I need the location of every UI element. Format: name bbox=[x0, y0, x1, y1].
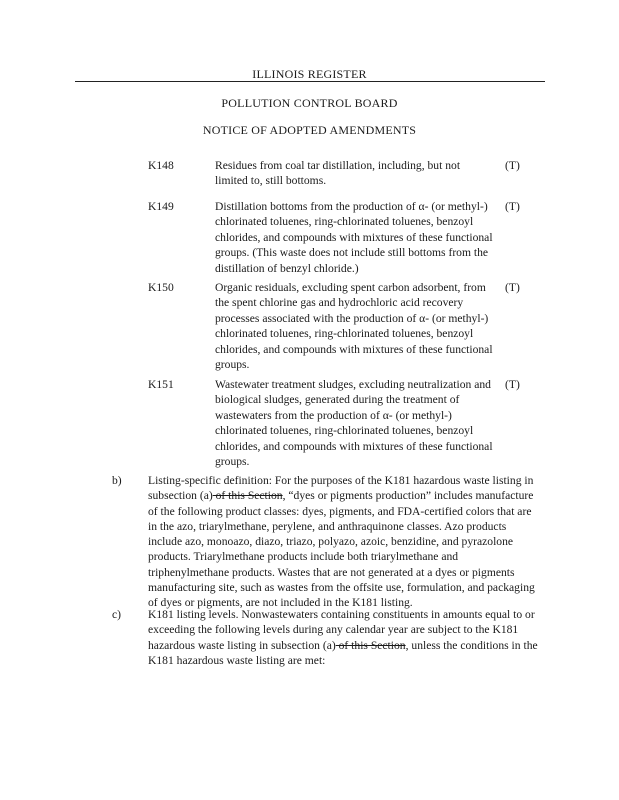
waste-description: Distillation bottoms from the production of α- (or methyl-) chlorinated toluenes, ring-chlorinated toluenes, benzoyl chlorides, and compounds with mixtures of these functional groups. (This waste does not include still bottoms from the distillation of benzyl chloride.) bbox=[215, 200, 493, 275]
hazard-code: (T) bbox=[505, 281, 520, 294]
waste-description: Organic residuals, excluding spent carbon adsorbent, from the spent chlorine gas and hydrochloric acid recovery processes associated with the production of α- (or methyl-) chlorinated toluenes, ring-chlorinated toluenes, benzoyl chlorides, and compounds with mixtures of these functional groups. bbox=[215, 281, 493, 372]
text-run: Listing-specific definition: For the purposes of the K181 hazardous waste listing in subsection (a) bbox=[148, 474, 534, 503]
subsection-text bbox=[148, 473, 540, 611]
board-title: POLLUTION CONTROL BOARD bbox=[221, 96, 398, 110]
struck-text: of this Section bbox=[212, 489, 283, 503]
hazard-code: (T) bbox=[505, 200, 520, 213]
waste-code: K151 bbox=[148, 378, 174, 391]
subsection-label: b) bbox=[112, 474, 122, 487]
waste-code: K149 bbox=[148, 200, 174, 213]
waste-description: Wastewater treatment sludges, excluding neutralization and biological sludges, generated during the treatment of wastewaters from the production of α- (or methyl-) chlorinated toluenes, ring-chlorinated toluenes, benzoyl chlorides, and compounds with mixtures of these functional groups. bbox=[215, 378, 493, 469]
header-rule bbox=[75, 81, 545, 82]
register-title: ILLINOIS REGISTER bbox=[252, 67, 367, 81]
hazard-code: (T) bbox=[505, 378, 520, 391]
text-run: , “dyes or pigments production” includes manufacture of the following product classes: dyes, pigments, and FDA-certified colors that are in the azo, triarylmethane, perylene, and anthraquinone classes. Azo products include azo, monoazo, diazo, triazo, polyazo, azoic, benzidine, and pyrazolone products. Triarylmethane products include both triarylmethane and triphenylmethane products. Wastes that are not generated at a dyes or pigments manufacturing site, such as wastes from the offsite use, formulation, and packaging of dyes or pigments, are not included in the K181 listing. bbox=[148, 489, 535, 610]
text-run: K181 listing levels. Nonwastewaters containing constituents in amounts equal to or exceeding the following levels during any calendar year are subject to the K181 hazardous waste listing in subsection (a) bbox=[148, 608, 535, 652]
waste-code: K150 bbox=[148, 281, 174, 294]
subsection-label: c) bbox=[112, 608, 122, 621]
hazard-code: (T) bbox=[505, 159, 520, 172]
waste-code: K148 bbox=[148, 159, 174, 172]
notice-title: NOTICE OF ADOPTED AMENDMENTS bbox=[202, 123, 417, 137]
subsection-text bbox=[148, 607, 540, 668]
struck-text: of this Section bbox=[335, 638, 406, 652]
text-run: , unless the conditions in the K181 hazardous waste listing are met: bbox=[148, 638, 538, 667]
waste-description: Residues from coal tar distillation, including, but not limited to, still bottoms. bbox=[215, 159, 461, 188]
